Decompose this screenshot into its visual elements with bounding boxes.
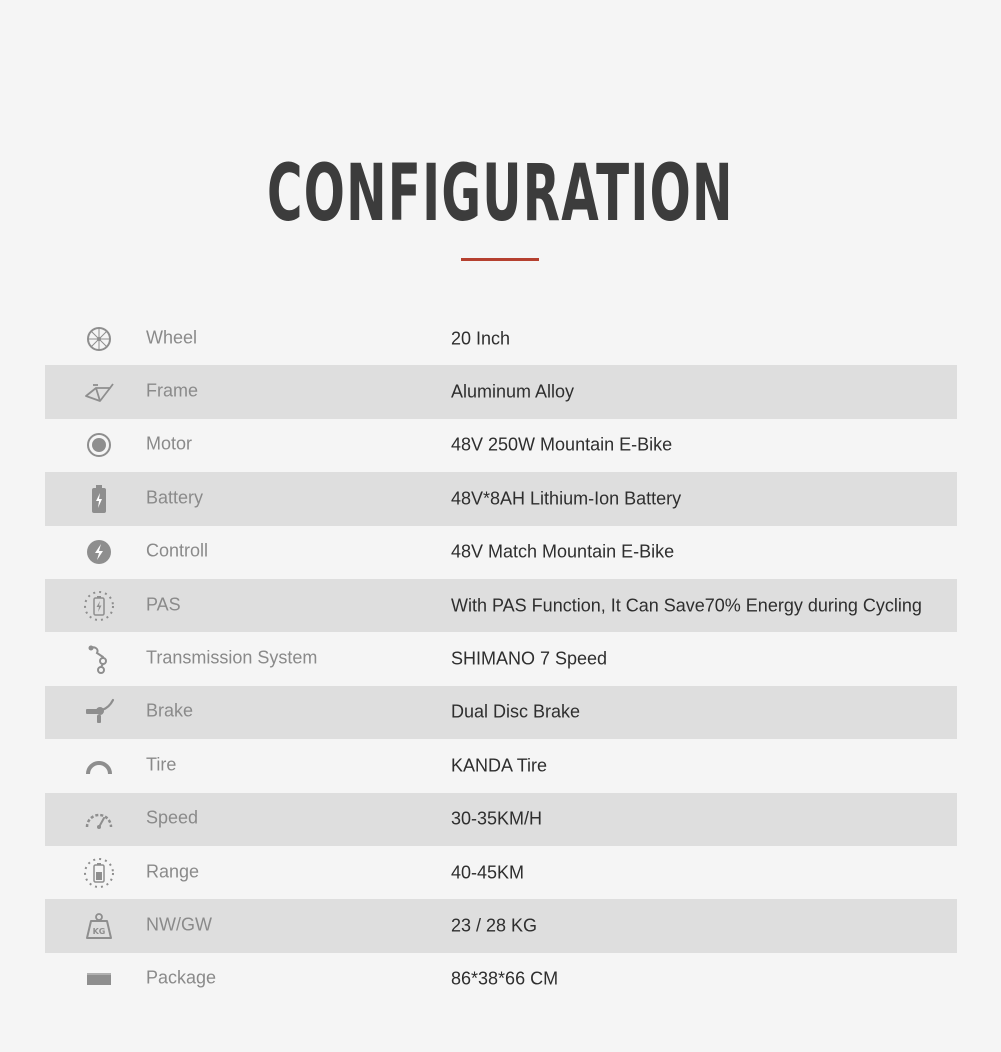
spec-row-controller bbox=[45, 526, 957, 579]
spec-label: PAS bbox=[146, 594, 181, 615]
spec-label: Wheel bbox=[146, 327, 198, 348]
pas-icon bbox=[83, 590, 115, 622]
spec-row-tire bbox=[45, 739, 957, 792]
range-icon bbox=[83, 857, 115, 889]
spec-value: 23 / 28 KG bbox=[451, 915, 538, 936]
spec-value: KANDA Tire bbox=[451, 755, 548, 776]
page-title: CONFIGURATION bbox=[267, 149, 734, 239]
weight-icon-text: KG bbox=[92, 926, 106, 936]
weight-icon bbox=[83, 910, 115, 942]
spec-row-package bbox=[45, 953, 957, 1006]
spec-value: 48V Match Mountain E-Bike bbox=[451, 541, 675, 562]
spec-label: Range bbox=[146, 861, 200, 882]
spec-label: Battery bbox=[146, 487, 204, 508]
spec-row-transmission bbox=[45, 632, 957, 685]
spec-value: 48V*8AH Lithium-Ion Battery bbox=[451, 488, 682, 509]
speedometer-icon bbox=[83, 803, 115, 835]
spec-row-pas bbox=[45, 579, 957, 632]
spec-value: With PAS Function, It Can Save70% Energy during Cycling bbox=[451, 595, 922, 616]
title-underline bbox=[461, 258, 539, 261]
spec-row-motor bbox=[45, 419, 957, 472]
frame-icon bbox=[83, 376, 115, 408]
spec-label: Transmission System bbox=[146, 647, 318, 668]
battery-icon bbox=[83, 483, 115, 515]
spec-table bbox=[45, 312, 957, 1006]
spec-row-weight bbox=[45, 899, 957, 952]
spec-label: Package bbox=[146, 967, 217, 988]
spec-label: Motor bbox=[146, 433, 193, 454]
spec-row-speed bbox=[45, 793, 957, 846]
spec-row-brake bbox=[45, 686, 957, 739]
spec-label: Controll bbox=[146, 540, 209, 561]
tire-icon bbox=[83, 750, 115, 782]
motor-icon bbox=[83, 429, 115, 461]
spec-value: SHIMANO 7 Speed bbox=[451, 648, 608, 669]
spec-label: Frame bbox=[146, 380, 199, 401]
brake-lever-icon bbox=[83, 696, 115, 728]
spec-value: Aluminum Alloy bbox=[451, 381, 575, 402]
spec-row-wheel bbox=[45, 312, 957, 365]
package-icon bbox=[83, 963, 115, 995]
controller-icon bbox=[83, 536, 115, 568]
spec-row-battery bbox=[45, 472, 957, 525]
derailleur-icon bbox=[83, 643, 115, 675]
spec-value: Dual Disc Brake bbox=[451, 701, 581, 722]
spec-label: NW/GW bbox=[146, 914, 212, 935]
spec-value: 40-45KM bbox=[451, 862, 525, 883]
wheel-icon bbox=[83, 323, 115, 355]
spec-label: Brake bbox=[146, 700, 194, 721]
spec-value: 30-35KM/H bbox=[451, 808, 543, 829]
spec-value: 48V 250W Mountain E-Bike bbox=[451, 434, 673, 455]
spec-label: Tire bbox=[146, 754, 177, 775]
spec-value: 86*38*66 CM bbox=[451, 968, 559, 989]
spec-row-range bbox=[45, 846, 957, 899]
spec-value: 20 Inch bbox=[451, 328, 511, 349]
spec-label: Speed bbox=[146, 807, 199, 828]
spec-row-frame bbox=[45, 365, 957, 418]
